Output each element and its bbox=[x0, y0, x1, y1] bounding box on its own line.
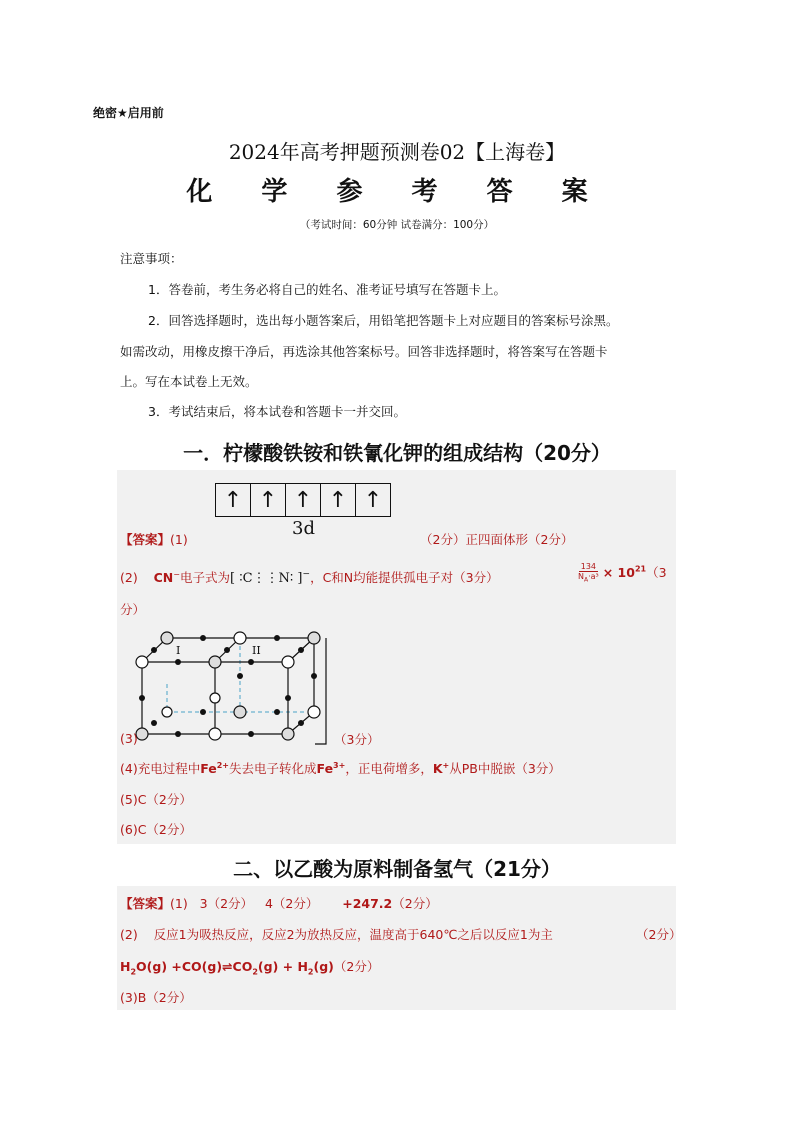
s2-q1-c-points: （2分） bbox=[392, 896, 438, 911]
cn-charge: − bbox=[173, 569, 180, 579]
times-ten: × 10 bbox=[602, 564, 635, 580]
q1-points: （2分）正四面体形（2分） bbox=[420, 532, 574, 547]
density-fraction bbox=[578, 562, 599, 585]
q6-answer: (6)C（2分） bbox=[120, 822, 192, 837]
q2-points-open: （3 bbox=[646, 564, 667, 580]
q1-number: (1) bbox=[170, 532, 188, 547]
s2-eq-points: （2分） bbox=[333, 959, 380, 974]
cell-label-2: II bbox=[252, 644, 261, 657]
note-item-2-line-2: 如需改动，用橡皮擦干净后，再选涂其他答案标号。回答非选择题时，将答案写在答题卡 bbox=[120, 344, 608, 359]
note-item-3: 3．考试结束后，将本试卷和答题卡一并交回。 bbox=[148, 404, 406, 419]
structure-small-atoms bbox=[139, 635, 317, 737]
cn-lewis-structure: [ ∶C⋮⋮N∶ ]− bbox=[229, 569, 311, 586]
structure-dashes bbox=[167, 646, 306, 712]
q5-answer: (5)C（2分） bbox=[120, 792, 192, 807]
secret-label: 绝密★启用前 bbox=[93, 106, 164, 120]
q4-answer bbox=[120, 759, 561, 777]
s2-equation bbox=[120, 957, 379, 977]
notes-heading: 注意事项： bbox=[120, 251, 183, 266]
fe2-symbol: Fe bbox=[200, 761, 217, 776]
note-item-1: 1．答卷前，考生务必将自己的姓名、准考证号填写在答题卡上。 bbox=[148, 282, 506, 297]
s2-q1-b: 4（2分） bbox=[264, 896, 319, 911]
q4-text-a: (4)充电过程中 bbox=[120, 761, 201, 776]
q2-number: (2) bbox=[120, 570, 138, 585]
s2-q3-answer: (3)B（2分） bbox=[120, 990, 192, 1005]
q4-text-c: ，正电荷增多， bbox=[345, 761, 433, 776]
cell-label-1: I bbox=[176, 644, 181, 657]
fraction-denominator: $N_A\cdot a^3$ bbox=[578, 572, 599, 584]
q4-text-d: 从PB中脱嵌（3分） bbox=[449, 761, 561, 776]
section-1-title: 一．柠檬酸铁铵和铁氰化钾的组成结构（20分） bbox=[183, 441, 611, 465]
s2-q2-line bbox=[120, 925, 553, 943]
answer-tag: 【答案】 bbox=[120, 532, 171, 547]
exam-info: （考试时间：60分钟 试卷满分：100分） bbox=[299, 219, 495, 231]
k-charge: + bbox=[442, 760, 450, 770]
s2-q2-number: (2) bbox=[120, 927, 138, 942]
s2-q1-a: 3（2分） bbox=[199, 896, 254, 911]
exponent: 21 bbox=[634, 564, 647, 574]
fe3-symbol: Fe bbox=[316, 761, 334, 776]
q2-line bbox=[120, 568, 499, 586]
q4-text-b: 失去电子转化成 bbox=[229, 761, 317, 776]
exam-title: 2024年高考押题预测卷02【上海卷】 bbox=[228, 140, 566, 164]
s2-q2-text: 反应1为吸热反应，反应2为放热反应，温度高于640℃之后以反应1为主 bbox=[153, 927, 553, 942]
structure-frame bbox=[142, 638, 326, 744]
q2-points-close: 分） bbox=[120, 602, 146, 617]
note-item-2-line-1: 2．回答选择题时，选出每小题答案后，用铅笔把答题卡上对应题目的答案标号涂黑。 bbox=[148, 313, 619, 328]
note-item-2-line-3: 上。写在本试卷上无效。 bbox=[120, 374, 258, 389]
s2-q1-number: (1) bbox=[170, 896, 188, 911]
fe2-charge: 2+ bbox=[216, 760, 230, 770]
s2-q2-points: （2分） bbox=[636, 927, 682, 942]
orbital-cell: ↑ bbox=[321, 484, 356, 516]
equation: $H_2O(g)$ $+CO(g)\rightleftharpoons CO_2(g) + H_2(g)$ bbox=[120, 959, 334, 977]
section-2-title: 二、以乙酸为原料制备氢气（21分） bbox=[233, 857, 561, 881]
orbital-cell: ↑ bbox=[363, 487, 383, 513]
orbital-cell: ↑ bbox=[251, 484, 286, 516]
q2-formula bbox=[578, 562, 667, 585]
s2-answer-tag: 【答案】 bbox=[120, 896, 171, 911]
answer-line-1 bbox=[120, 530, 188, 548]
cn-formula: CN bbox=[153, 570, 174, 585]
orbital-diagram bbox=[215, 483, 391, 517]
s2-q1-line bbox=[120, 894, 438, 912]
fe3-charge: 3+ bbox=[333, 760, 346, 770]
exam-subtitle: 化 学 参 考 答 案 bbox=[186, 177, 608, 207]
s2-q1-c-value: +247.2 bbox=[342, 896, 393, 911]
lewis-inner: ∶C⋮⋮N∶ bbox=[239, 571, 294, 586]
crystal-structure-figure bbox=[130, 626, 335, 746]
orbital-cell: ↑ bbox=[216, 484, 251, 516]
orbital-cell: ↑ bbox=[286, 484, 321, 516]
q3-number: (3) bbox=[120, 731, 138, 746]
k-symbol: K bbox=[432, 761, 443, 776]
q2-text-c: ，C和N均能提供孤电子对（3分） bbox=[310, 570, 499, 585]
fraction-numerator: 134 bbox=[580, 562, 597, 571]
q2-text: 电子式为 bbox=[179, 570, 230, 585]
orbital-label: 3d bbox=[292, 518, 315, 539]
q3-points: （3分） bbox=[334, 732, 380, 747]
